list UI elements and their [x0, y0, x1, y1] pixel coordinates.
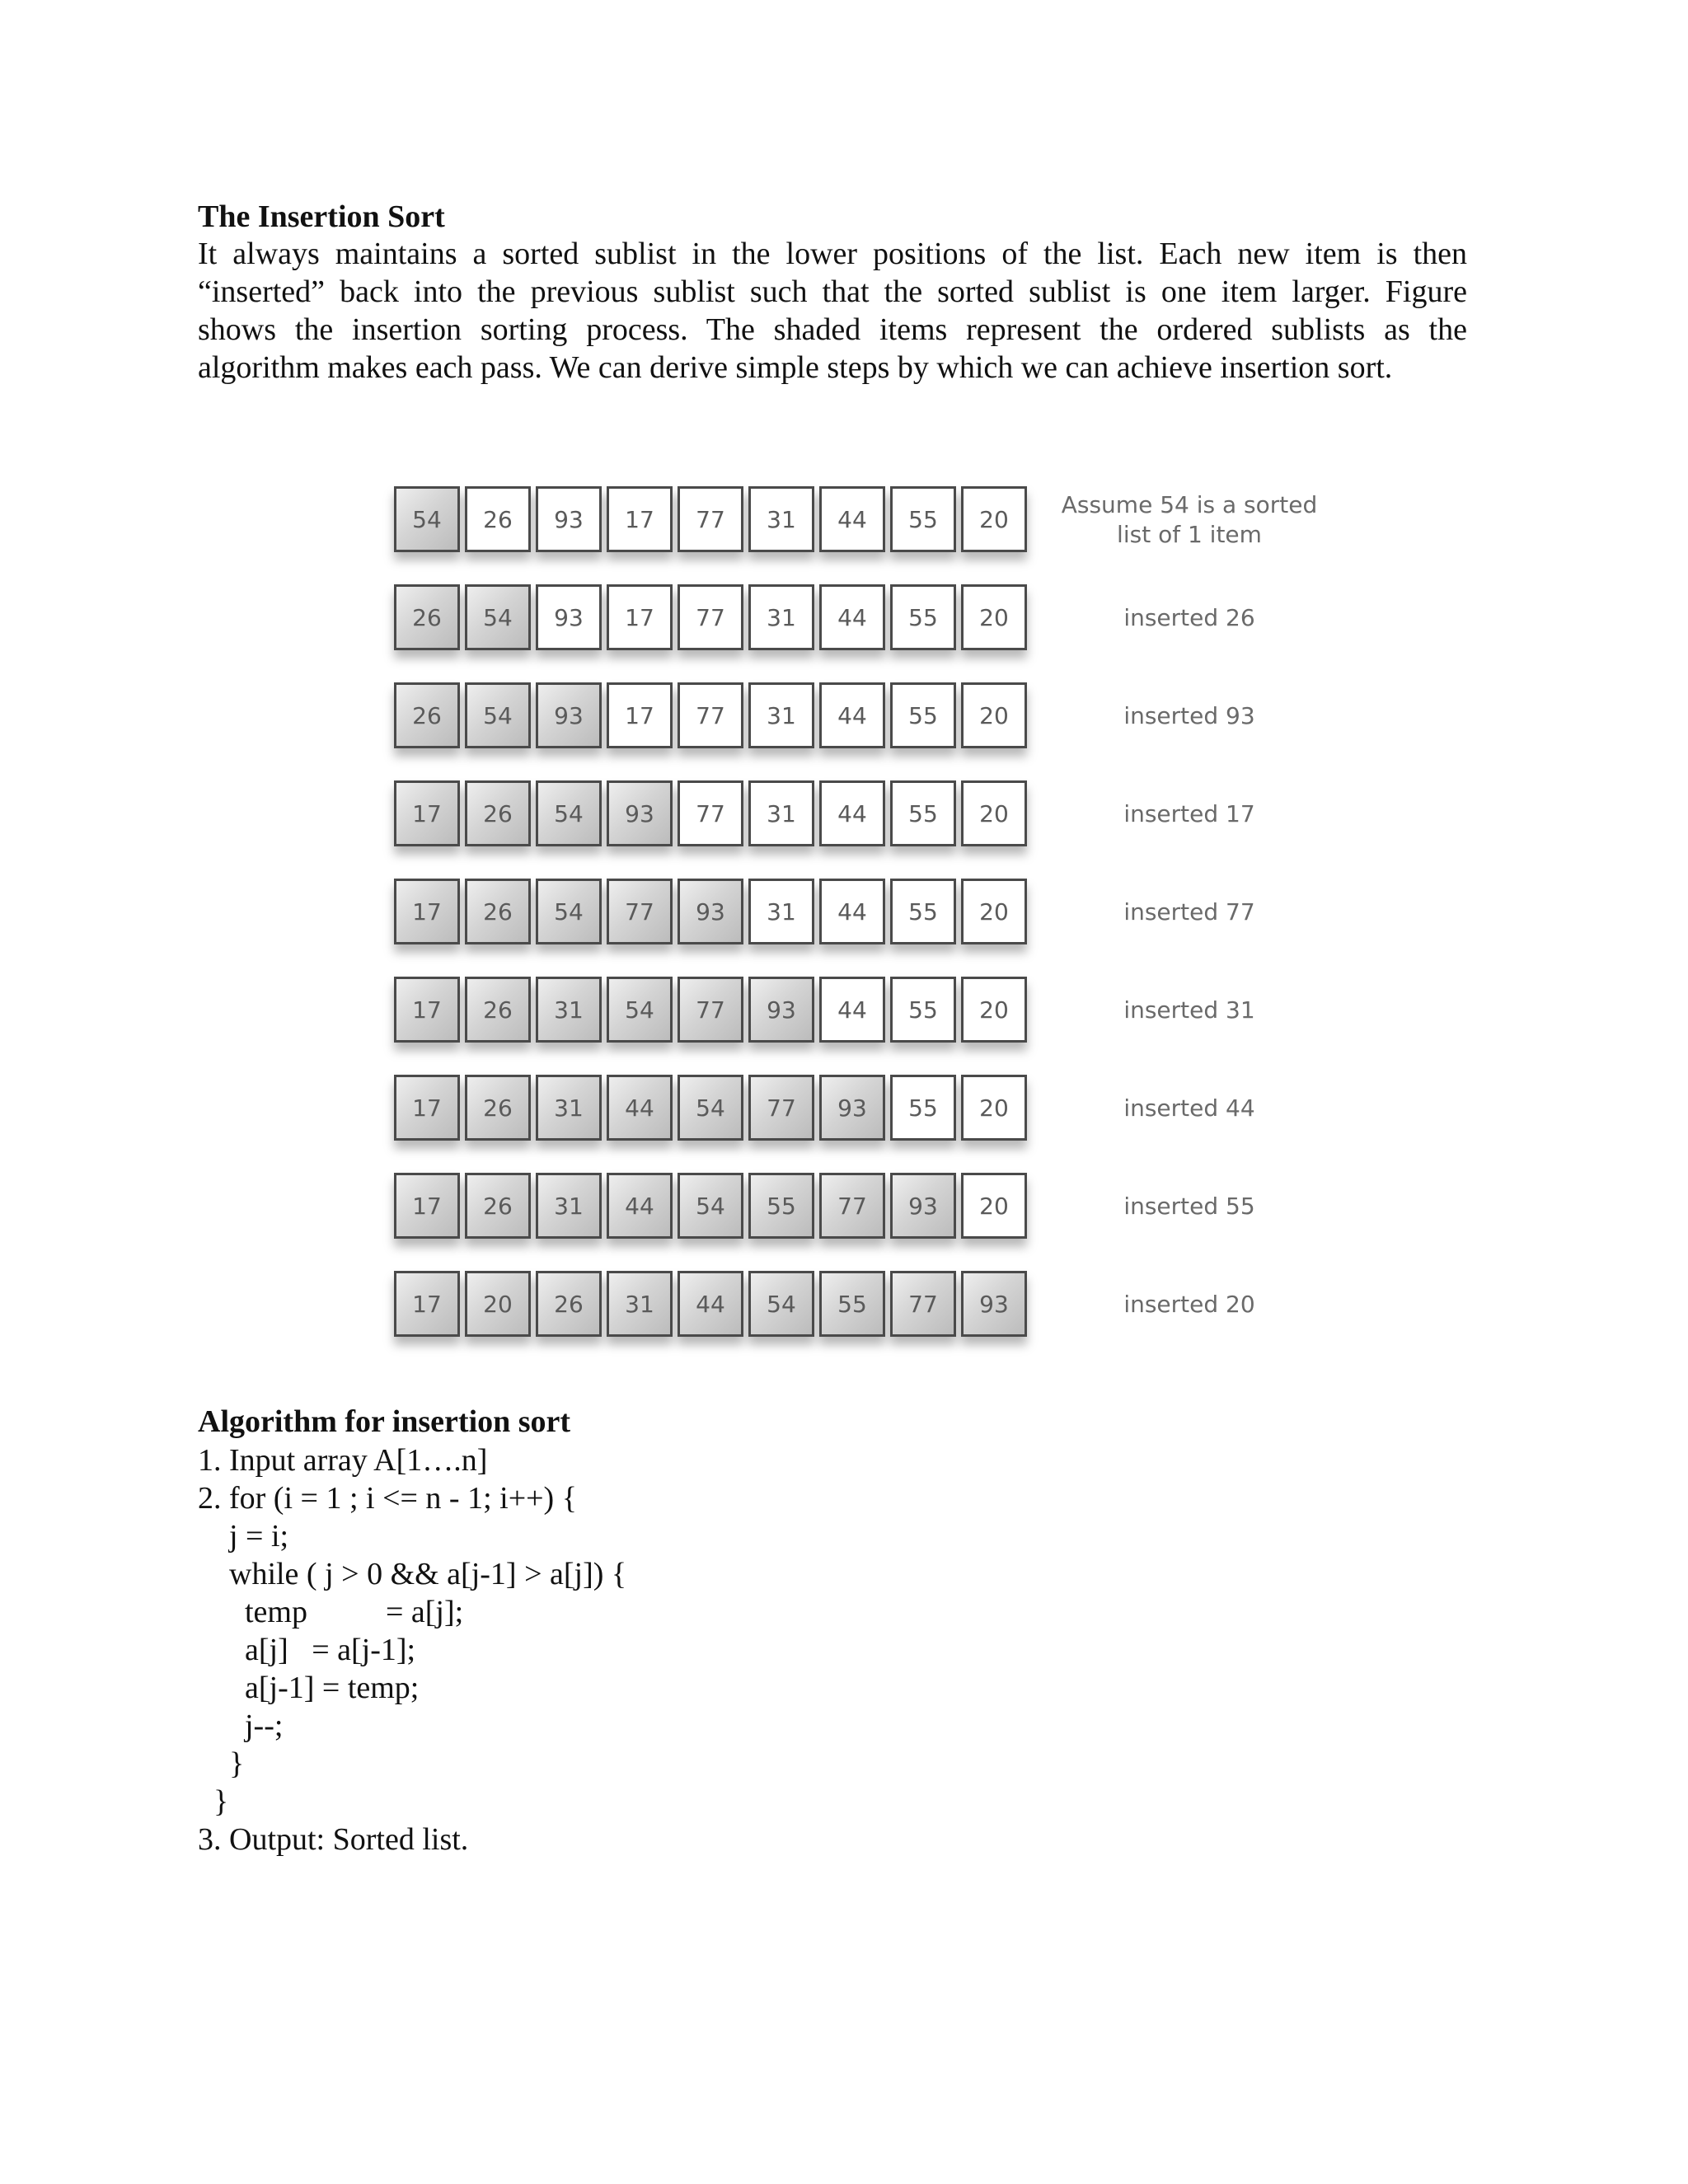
paragraph-line: shows the insertion sorting process. The shaded items represent the ordered sublists as the [198, 312, 1467, 347]
sorted-cell: 26 [465, 1173, 531, 1239]
algorithm-line: j = i; [198, 1519, 289, 1554]
pass-label-line: inserted 55 [1123, 1193, 1255, 1220]
sorted-cell: 26 [394, 682, 460, 748]
pass-row [394, 485, 1342, 559]
pass-label-line: inserted 26 [1123, 604, 1255, 631]
unsorted-cell: 31 [748, 486, 814, 552]
unsorted-cell: 55 [890, 584, 956, 650]
sorted-cell: 77 [607, 879, 673, 944]
unsorted-cell: 55 [890, 486, 956, 552]
array-cells [394, 975, 1037, 1049]
array-cells [394, 1269, 1037, 1343]
algorithm-line: temp = a[j]; [198, 1595, 464, 1629]
sorted-cell: 17 [394, 1173, 460, 1239]
unsorted-cell: 44 [819, 682, 885, 748]
algorithm-line: a[j-1] = temp; [198, 1671, 420, 1705]
sorted-cell: 54 [607, 977, 673, 1043]
sorted-cell: 44 [607, 1075, 673, 1141]
sorted-cell: 26 [465, 1075, 531, 1141]
sorted-cell: 54 [678, 1075, 743, 1141]
unsorted-cell: 20 [961, 977, 1027, 1043]
paragraph-line: It always maintains a sorted sublist in the lower positions of the list. Each new item is then [198, 237, 1467, 271]
sorted-cell: 17 [394, 879, 460, 944]
sorted-cell: 17 [394, 977, 460, 1043]
sorted-cell: 17 [394, 780, 460, 846]
unsorted-cell: 77 [678, 682, 743, 748]
sorted-cell: 26 [465, 977, 531, 1043]
unsorted-cell: 44 [819, 780, 885, 846]
sorted-cell: 31 [536, 1173, 602, 1239]
pass-label [1045, 1269, 1334, 1340]
unsorted-cell: 31 [748, 584, 814, 650]
unsorted-cell: 17 [607, 682, 673, 748]
unsorted-cell: 55 [890, 682, 956, 748]
unsorted-cell: 20 [961, 1173, 1027, 1239]
sorted-cell: 17 [394, 1271, 460, 1337]
pass-label-line: Assume 54 is a sorted [1061, 491, 1318, 518]
sorted-cell: 54 [748, 1271, 814, 1337]
algorithm-line: 1. Input array A[1….n] [198, 1443, 488, 1478]
pass-label [1045, 583, 1334, 654]
algorithm-title: Algorithm for insertion sort [198, 1404, 571, 1439]
unsorted-cell: 20 [961, 486, 1027, 552]
pass-label [1045, 779, 1334, 850]
sorted-cell: 93 [607, 780, 673, 846]
sorted-cell: 26 [394, 584, 460, 650]
unsorted-cell: 77 [678, 780, 743, 846]
array-cells [394, 583, 1037, 657]
sorted-cell: 31 [536, 977, 602, 1043]
sorted-cell: 54 [536, 780, 602, 846]
unsorted-cell: 20 [961, 682, 1027, 748]
pass-row [394, 1269, 1342, 1343]
pass-label-line: inserted 20 [1123, 1291, 1255, 1318]
unsorted-cell: 77 [678, 584, 743, 650]
sorted-cell: 54 [465, 682, 531, 748]
pass-label [1045, 877, 1334, 948]
algorithm-line: } [198, 1746, 245, 1781]
pass-row [394, 1073, 1342, 1147]
pass-label [1045, 975, 1334, 1046]
sorted-cell: 54 [536, 879, 602, 944]
pass-row [394, 975, 1342, 1049]
sorted-cell: 20 [465, 1271, 531, 1337]
unsorted-cell: 55 [890, 1075, 956, 1141]
sorted-cell: 77 [748, 1075, 814, 1141]
pass-row [394, 877, 1342, 951]
unsorted-cell: 20 [961, 780, 1027, 846]
unsorted-cell: 31 [748, 780, 814, 846]
unsorted-cell: 44 [819, 879, 885, 944]
array-cells [394, 681, 1037, 755]
array-cells [394, 1171, 1037, 1245]
array-cells [394, 779, 1037, 853]
unsorted-cell: 55 [890, 780, 956, 846]
unsorted-cell: 93 [536, 584, 602, 650]
pass-label-line: inserted 17 [1123, 800, 1255, 827]
sorted-cell: 54 [394, 486, 460, 552]
unsorted-cell: 17 [607, 584, 673, 650]
array-cells [394, 485, 1037, 559]
pass-row [394, 681, 1342, 755]
sorted-cell: 93 [536, 682, 602, 748]
algorithm-line: a[j] = a[j-1]; [198, 1633, 416, 1667]
sorted-cell: 44 [607, 1173, 673, 1239]
sorted-cell: 44 [678, 1271, 743, 1337]
pass-label [1045, 1171, 1334, 1242]
unsorted-cell: 20 [961, 879, 1027, 944]
sorted-cell: 93 [748, 977, 814, 1043]
sorted-cell: 93 [961, 1271, 1027, 1337]
sorted-cell: 26 [465, 879, 531, 944]
pass-row [394, 1171, 1342, 1245]
sorted-cell: 77 [678, 977, 743, 1043]
pass-row [394, 583, 1342, 657]
unsorted-cell: 31 [748, 879, 814, 944]
unsorted-cell: 44 [819, 584, 885, 650]
pass-label-line: inserted 31 [1123, 996, 1255, 1024]
sorted-cell: 31 [536, 1075, 602, 1141]
sorted-cell: 93 [819, 1075, 885, 1141]
algorithm-line: while ( j > 0 && a[j-1] > a[j]) { [198, 1557, 627, 1591]
sorted-cell: 26 [465, 780, 531, 846]
unsorted-cell: 17 [607, 486, 673, 552]
pass-label [1045, 1073, 1334, 1144]
sorted-cell: 54 [678, 1173, 743, 1239]
pass-label-line: inserted 77 [1123, 898, 1255, 926]
unsorted-cell: 93 [536, 486, 602, 552]
paragraph-line: algorithm makes each pass. We can derive simple steps by which we can achieve insertion sort. [198, 350, 1393, 385]
unsorted-cell: 20 [961, 1075, 1027, 1141]
pass-label-line: inserted 93 [1123, 702, 1255, 729]
unsorted-cell: 44 [819, 486, 885, 552]
section-title: The Insertion Sort [198, 199, 445, 234]
sorted-cell: 77 [890, 1271, 956, 1337]
sorted-cell: 55 [748, 1173, 814, 1239]
pass-row [394, 779, 1342, 853]
algorithm-line: } [198, 1784, 229, 1819]
algorithm-line: 3. Output: Sorted list. [198, 1822, 469, 1857]
pass-label [1045, 681, 1334, 752]
unsorted-cell: 44 [819, 977, 885, 1043]
unsorted-cell: 77 [678, 486, 743, 552]
algorithm-steps [198, 1441, 626, 1858]
sorted-cell: 17 [394, 1075, 460, 1141]
algorithm-line: 2. for (i = 1 ; i <= n - 1; i++) { [198, 1481, 577, 1516]
sorted-cell: 31 [607, 1271, 673, 1337]
unsorted-cell: 31 [748, 682, 814, 748]
pass-label [1045, 485, 1334, 555]
sorted-cell: 54 [465, 584, 531, 650]
pass-label-line: list of 1 item [1117, 521, 1262, 548]
sorted-cell: 93 [678, 879, 743, 944]
insertion-sort-figure [394, 485, 1342, 1375]
sorted-cell: 26 [536, 1271, 602, 1337]
intro-paragraph [198, 235, 1467, 387]
unsorted-cell: 20 [961, 584, 1027, 650]
array-cells [394, 877, 1037, 951]
pass-label-line: inserted 44 [1123, 1094, 1255, 1122]
array-cells [394, 1073, 1037, 1147]
unsorted-cell: 55 [890, 977, 956, 1043]
algorithm-line: j--; [198, 1708, 284, 1743]
sorted-cell: 55 [819, 1271, 885, 1337]
sorted-cell: 93 [890, 1173, 956, 1239]
unsorted-cell: 26 [465, 486, 531, 552]
unsorted-cell: 55 [890, 879, 956, 944]
paragraph-line: “inserted” back into the previous sublist such that the sorted sublist is one item larger. Figure [198, 274, 1467, 309]
sorted-cell: 77 [819, 1173, 885, 1239]
